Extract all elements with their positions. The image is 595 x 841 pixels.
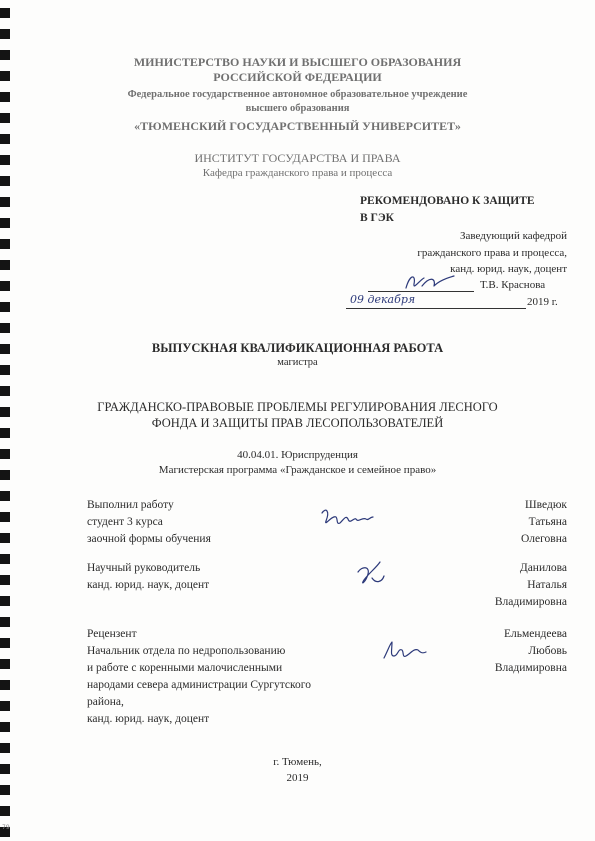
- author-label-2: студент 3 курса: [87, 516, 163, 528]
- supervisor-first-name: Наталья: [527, 579, 567, 591]
- approval-role-1: Заведующий кафедрой: [460, 230, 567, 242]
- reviewer-label-6: канд. юрид. наук, доцент: [87, 713, 210, 725]
- ministry-line-1: МИНИСТЕРСТВО НАУКИ И ВЫСШЕГО ОБРАЗОВАНИЯ: [133, 55, 462, 69]
- institute-name: ИНСТИТУТ ГОСУДАРСТВА И ПРАВА: [194, 151, 401, 165]
- supervisor-surname: Данилова: [519, 562, 567, 574]
- author-signature: [318, 505, 376, 531]
- handwritten-date: 09 декабря: [350, 293, 416, 306]
- binding-hole: [0, 722, 10, 732]
- binding-hole: [0, 134, 10, 144]
- author-first-name: Татьяна: [528, 516, 567, 528]
- reviewer-label-5: района,: [87, 696, 124, 708]
- reviewer-label-2: Начальник отдела по недропользованию: [87, 645, 286, 657]
- binding-hole: [0, 281, 10, 291]
- author-labels: [87, 497, 211, 548]
- author-patronymic: Олеговна: [520, 533, 567, 545]
- footer-city: г. Тюмень,: [273, 756, 322, 768]
- binding-hole: [0, 8, 10, 18]
- reviewer-label-1: Рецензент: [87, 628, 137, 640]
- binding-hole: [0, 743, 10, 753]
- author-surname: Шведюк: [525, 499, 567, 511]
- reviewer-signature: [378, 638, 430, 664]
- binding-hole: [0, 260, 10, 270]
- date-line: [346, 308, 526, 309]
- reviewer-labels: [87, 626, 311, 728]
- reviewer-first-name: Любовь: [528, 645, 567, 657]
- reviewer-label-4: народами севера администрации Сургутского: [87, 679, 311, 691]
- binding-hole: [0, 218, 10, 228]
- supervisor-label-2: канд. юрид. наук, доцент: [87, 579, 210, 591]
- binding-hole: [0, 575, 10, 585]
- institution-line-2: высшего образования: [245, 103, 350, 114]
- footer-year: 2019: [286, 772, 309, 784]
- binding-hole: [0, 239, 10, 249]
- reviewer-patronymic: Владимировна: [494, 662, 567, 674]
- author-label-3: заочной формы обучения: [87, 533, 211, 545]
- author-name: [521, 497, 567, 548]
- binding-hole: [0, 323, 10, 333]
- supervisor-label-1: Научный руководитель: [87, 562, 201, 574]
- binding-hole: [0, 785, 10, 795]
- work-title-line-2: ФОНДА И ЗАЩИТЫ ПРАВ ЛЕСОПОЛЬЗОВАТЕЛЕЙ: [151, 416, 444, 430]
- binding-hole: [0, 302, 10, 312]
- work-type: ВЫПУСКНАЯ КВАЛИФИКАЦИОННАЯ РАБОТА: [151, 341, 444, 355]
- institution-line-1: Федеральное государственное автономное образовательное учреждение: [127, 89, 468, 100]
- binding-hole: [0, 197, 10, 207]
- approver-name: Т.В. Краснова: [480, 279, 546, 291]
- approver-signature: [400, 270, 460, 294]
- reviewer-label-3: и работе с коренными малочисленными: [87, 662, 283, 674]
- approval-year: 2019 г.: [527, 296, 558, 308]
- approval-heading-2: В ГЭК: [360, 212, 395, 224]
- page-mark: 79: [2, 824, 10, 831]
- binding-hole: [0, 680, 10, 690]
- approval-role-2: гражданского права и процесса,: [417, 247, 567, 259]
- university-name: «ТЮМЕНСКИЙ ГОСУДАРСТВЕННЫЙ УНИВЕРСИТЕТ»: [134, 119, 461, 133]
- binding-hole: [0, 638, 10, 648]
- master-program: Магистерская программа «Гражданское и семейное право»: [158, 464, 437, 476]
- binding-hole: [0, 29, 10, 39]
- binding-hole: [0, 701, 10, 711]
- author-label-1: Выполнил работу: [87, 499, 174, 511]
- binding-hole: [0, 512, 10, 522]
- specialty-code: 40.04.01. Юриспруденция: [237, 449, 358, 461]
- binding-hole: [0, 491, 10, 501]
- binding-hole: [0, 806, 10, 816]
- binding-hole: [0, 386, 10, 396]
- supervisor-signature: [350, 558, 390, 590]
- supervisor-patronymic: Владимировна: [494, 596, 567, 608]
- binding-hole: [0, 659, 10, 669]
- reviewer-surname: Ельмендеева: [504, 628, 567, 640]
- approval-role-3: канд. юрид. наук, доцент: [450, 263, 567, 275]
- supervisor-labels: [87, 560, 209, 594]
- work-degree: магистра: [277, 357, 318, 368]
- department-name: Кафедра гражданского права и процесса: [202, 167, 393, 179]
- binding-hole: [0, 554, 10, 564]
- binding-hole: [0, 596, 10, 606]
- reviewer-name: [495, 626, 567, 677]
- ministry-line-2: РОССИЙСКОЙ ФЕДЕРАЦИИ: [213, 70, 382, 84]
- approval-heading-1: РЕКОМЕНДОВАНО К ЗАЩИТЕ: [360, 195, 535, 207]
- binding-hole: [0, 533, 10, 543]
- work-title-line-1: ГРАЖДАНСКО-ПРАВОВЫЕ ПРОБЛЕМЫ РЕГУЛИРОВАНИЯ ЛЕСНОГО: [97, 400, 498, 414]
- binding-hole: [0, 617, 10, 627]
- supervisor-name: [495, 560, 567, 611]
